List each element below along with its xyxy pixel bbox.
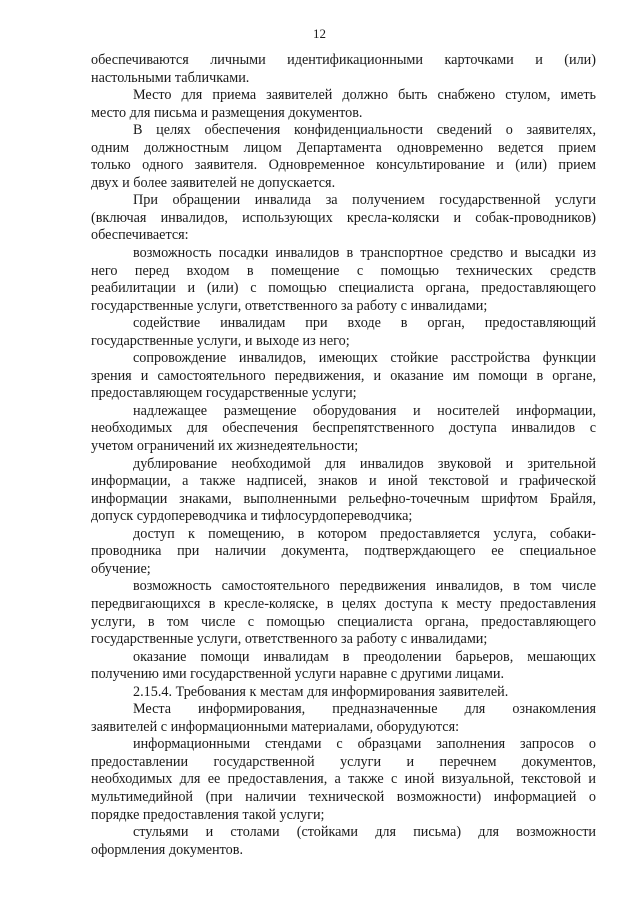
text-line: настольными табличками. <box>91 69 250 86</box>
text-line: одним должностным лицом Департамента одновременно ведется прием <box>91 139 596 156</box>
text-line: необходимых для обеспечения беспрепятственного доступа инвалидов с <box>91 420 596 437</box>
paragraph <box>91 824 596 859</box>
text-line: 2.15.4. Требования к местам для информирования заявителей. <box>133 683 509 700</box>
text-line: обучение; <box>91 560 151 577</box>
text-line: государственные услуги, ответственного за работу с инвалидами; <box>91 631 488 648</box>
text-line: услуги, в том числе с помощью специалиста органа, предоставляющего <box>91 613 596 630</box>
paragraph <box>91 701 596 736</box>
text-line: проводника при наличии документа, подтверждающего ее специальное <box>91 543 596 560</box>
text-line: него перед входом в помещение с помощью технических средств <box>91 262 596 279</box>
paragraph <box>91 192 596 245</box>
text-line: обеспечиваются личными идентификационными карточками и (или) <box>91 52 596 68</box>
text-line: Место для приема заявителей должно быть снабжено стулом, иметь <box>133 87 596 104</box>
text-line: В целях обеспечения конфиденциальности сведений о заявителях, <box>133 122 596 139</box>
paragraph <box>91 578 596 648</box>
text-line: оформления документов. <box>91 841 244 858</box>
paragraph <box>91 526 596 579</box>
text-line: надлежащее размещение оборудования и носителей информации, <box>133 402 596 419</box>
paragraph <box>91 649 596 684</box>
text-line: только одного заявителя. Одновременное консультирование и (или) прием <box>91 157 596 174</box>
text-line: дублирование необходимой для инвалидов звуковой и зрительной <box>133 455 596 472</box>
text-line: допуск сурдопереводчика и тифлосурдопереводчика; <box>91 508 413 525</box>
text-line: (включая инвалидов, использующих кресла-коляски и собак-проводников) <box>91 209 596 226</box>
text-line: государственные услуги, ответственного за работу с инвалидами; <box>91 297 488 314</box>
text-line: информации, а также надписей, знаков и иной текстовой и графической <box>91 473 596 490</box>
text-line: место для письма и размещения документов. <box>91 104 363 121</box>
paragraph <box>91 403 596 456</box>
text-line: получению ими государственной услуги наравне с другими лицами. <box>91 666 505 683</box>
text-line: необходимых для ее предоставления, а также с иной визуальной, текстовой и <box>91 771 596 788</box>
paragraph <box>91 315 596 350</box>
document-body <box>91 52 596 859</box>
text-line: мультимедийной (при наличии технической возможности) информацией о <box>91 788 596 805</box>
text-line: двух и более заявителей не допускается. <box>91 174 336 191</box>
text-line: При обращении инвалида за получением государственной услуги <box>133 192 596 209</box>
text-line: возможность самостоятельного передвижения инвалидов, в том числе <box>133 578 596 595</box>
text-line: зрения и самостоятельного передвижения, и оказание им помощи в органе, <box>91 367 596 384</box>
paragraph <box>91 87 596 122</box>
paragraph <box>91 350 596 403</box>
text-line: передвигающихся в кресле-коляске, в целях доступа к месту предоставления <box>91 595 596 612</box>
paragraph <box>91 52 596 87</box>
paragraph <box>91 736 596 824</box>
text-line: информационными стендами с образцами заполнения запросов о <box>133 736 596 753</box>
text-line: учетом ограничений их жизнедеятельности; <box>91 438 359 455</box>
paragraph <box>91 245 596 315</box>
text-line: порядке предоставления такой услуги; <box>91 806 325 823</box>
text-line: заявителей с информационными материалами, оборудуются: <box>91 718 460 735</box>
text-line: стульями и столами (стойками для письма) для возможности <box>133 824 596 841</box>
text-line: государственные услуги, и выходе из него; <box>91 332 350 349</box>
page-number: 12 <box>313 26 326 41</box>
paragraph <box>91 684 596 702</box>
paragraph <box>91 122 596 192</box>
text-line: реабилитации и (или) с помощью специалиста органа, предоставляющего <box>91 280 596 297</box>
text-line: доступ к помещению, в котором предоставляется услуга, собаки- <box>133 525 596 542</box>
text-line: Места информирования, предназначенные для ознакомления <box>133 701 596 718</box>
text-line: возможность посадки инвалидов в транспортное средство и высадки из <box>133 245 596 262</box>
text-line: сопровождение инвалидов, имеющих стойкие расстройства функции <box>133 350 596 367</box>
paragraph <box>91 456 596 526</box>
text-line: оказание помощи инвалидам в преодолении барьеров, мешающих <box>133 648 596 665</box>
text-line: содействие инвалидам при входе в орган, предоставляющий <box>133 315 596 332</box>
text-line: предоставляющем государственные услуги; <box>91 385 357 402</box>
text-line: информации знаками, выполненными рельефно-точечным шрифтом Брайля, <box>91 490 596 507</box>
text-line: предоставлении государственной услуги и перечнем документов, <box>91 753 596 770</box>
text-line: обеспечивается: <box>91 227 189 244</box>
